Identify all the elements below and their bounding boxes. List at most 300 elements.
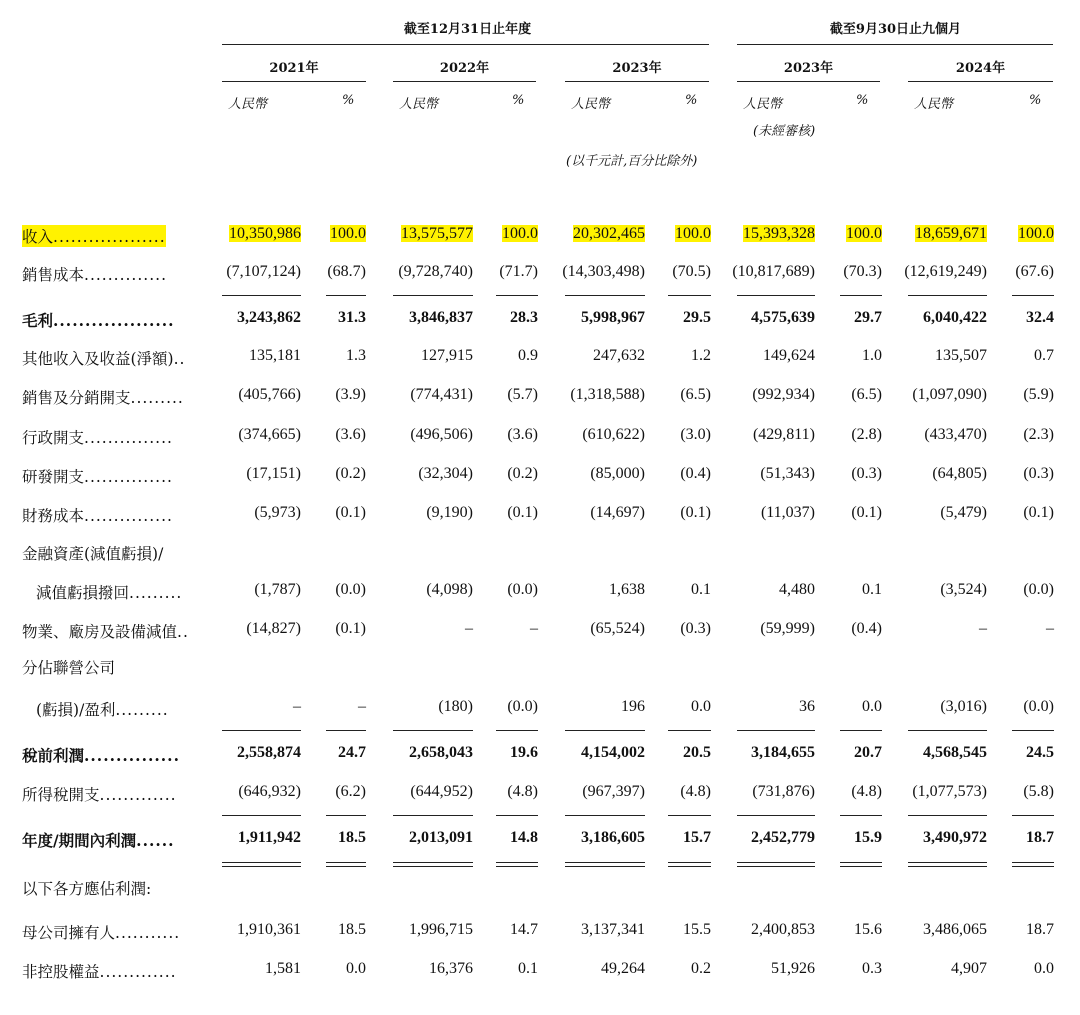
cell-value: (0.4)	[851, 620, 882, 637]
cell-value: (0.1)	[851, 504, 882, 521]
subtotal-rule	[393, 295, 473, 296]
cell-value: 4,907	[951, 960, 987, 977]
subtotal-rule	[737, 730, 815, 731]
subtotal-rule	[496, 730, 538, 731]
cell-value: 0.7	[1034, 347, 1054, 364]
cell-value: 28.3	[510, 309, 538, 326]
row-label	[22, 263, 167, 285]
group-rule	[737, 44, 1053, 45]
subtotal-rule	[565, 815, 645, 816]
cell-value: 0.3	[862, 960, 882, 977]
cell-value: 15.6	[854, 921, 882, 938]
total-double-rule	[840, 862, 882, 863]
currency-label: 人民幣	[571, 97, 611, 112]
cell-value: 18.5	[338, 829, 366, 846]
cell-value: (3.0)	[680, 426, 711, 443]
row-label-text: 銷售及分銷開支	[22, 389, 131, 407]
row-label	[22, 504, 173, 526]
percent-cell	[914, 263, 1054, 281]
cell-value: (0.1)	[1023, 504, 1054, 521]
cell-value: (68.7)	[327, 263, 366, 280]
cell-value: (3.9)	[335, 386, 366, 403]
row-label	[22, 783, 177, 805]
percent-cell	[914, 744, 1054, 762]
cell-value: (5,973)	[254, 504, 301, 521]
percent-cell	[914, 386, 1054, 404]
cell-value: 1,910,361	[237, 921, 301, 938]
cell-value: 4,154,002	[581, 744, 645, 761]
cell-value: (3,524)	[940, 581, 987, 598]
cell-value: (646,932)	[238, 783, 301, 800]
subtotal-rule	[668, 730, 711, 731]
cell-value: 3,184,655	[751, 744, 815, 761]
percent-cell	[914, 347, 1054, 365]
currency-label: 人民幣	[743, 97, 783, 112]
percent-cell	[914, 921, 1054, 939]
cell-value: 0.1	[518, 960, 538, 977]
total-double-rule	[222, 866, 301, 867]
percent-label: %	[342, 93, 355, 108]
subtotal-rule	[222, 815, 301, 816]
total-double-rule	[326, 862, 366, 863]
cell-value: 0.0	[862, 698, 882, 715]
cell-value: 0.9	[518, 347, 538, 364]
cell-value: 51,926	[771, 960, 815, 977]
percent-label: %	[1029, 93, 1042, 108]
cell-value: 18.7	[1026, 921, 1054, 938]
percent-cell	[914, 960, 1054, 978]
cell-value: 20,302,465	[573, 225, 645, 242]
cell-value: (32,304)	[418, 465, 473, 482]
cell-value: (433,470)	[924, 426, 987, 443]
total-double-rule	[326, 866, 366, 867]
year-header: 2023年	[783, 61, 834, 76]
cell-value: (967,397)	[582, 783, 645, 800]
year-header: 2024年	[955, 61, 1006, 76]
year-rule	[393, 81, 536, 82]
row-label-leader: ..............	[84, 266, 167, 284]
cell-value: 4,568,545	[923, 744, 987, 761]
cell-value: (51,343)	[760, 465, 815, 482]
cell-value: 2,558,874	[237, 744, 301, 761]
cell-value: (0.2)	[507, 465, 538, 482]
percent-label: %	[685, 93, 698, 108]
cell-value: (85,000)	[590, 465, 645, 482]
cell-value: –	[293, 698, 301, 715]
row-label-text: 物業、廠房及設備減值	[22, 623, 178, 641]
subtotal-rule	[326, 730, 366, 731]
row-label	[22, 542, 163, 564]
subtotal-rule	[908, 295, 987, 296]
percent-cell	[914, 426, 1054, 444]
cell-value: 29.7	[854, 309, 882, 326]
group-header-full-year: 截至12月31日止年度	[403, 22, 532, 37]
cell-value: 100.0	[502, 225, 538, 242]
percent-cell	[914, 309, 1054, 327]
cell-value: (14,697)	[590, 504, 645, 521]
percent-cell	[914, 581, 1054, 599]
currency-label: 人民幣	[914, 97, 954, 112]
row-label-text: 銷售成本	[22, 266, 85, 284]
row-label	[22, 829, 175, 851]
cell-value: 14.8	[510, 829, 538, 846]
subtotal-rule	[840, 815, 882, 816]
row-label	[22, 744, 180, 766]
cell-value: (71.7)	[499, 263, 538, 280]
cell-value: (3,016)	[940, 698, 987, 715]
total-double-rule	[496, 866, 538, 867]
cell-value: (6.5)	[680, 386, 711, 403]
cell-value: (70.5)	[672, 263, 711, 280]
subtotal-rule	[1012, 815, 1054, 816]
cell-value: 3,846,837	[409, 309, 473, 326]
total-double-rule	[737, 862, 815, 863]
cell-value: (9,190)	[426, 504, 473, 521]
cell-value: 4,575,639	[751, 309, 815, 326]
year-rule	[565, 81, 709, 82]
cell-value: (374,665)	[238, 426, 301, 443]
cell-value: 16,376	[429, 960, 473, 977]
cell-value: 10,350,986	[229, 225, 301, 242]
cell-value: (0.2)	[335, 465, 366, 482]
cell-value: 24.5	[1026, 744, 1054, 761]
cell-value: 2,658,043	[409, 744, 473, 761]
cell-value: 14.7	[510, 921, 538, 938]
cell-value: (17,151)	[246, 465, 301, 482]
subtotal-rule	[668, 295, 711, 296]
cell-value: 29.5	[683, 309, 711, 326]
currency-label: 人民幣	[228, 97, 268, 112]
row-label-leader: ......	[136, 831, 175, 850]
cell-value: 15,393,328	[743, 225, 815, 242]
cell-value: (1,077,573)	[912, 783, 987, 800]
cell-value: (0.1)	[335, 504, 366, 521]
row-label-leader: ..	[177, 623, 189, 641]
cell-value: –	[530, 620, 538, 637]
cell-value: 1,996,715	[409, 921, 473, 938]
cell-value: (3.6)	[335, 426, 366, 443]
cell-value: 3,486,065	[923, 921, 987, 938]
cell-value: (3.6)	[507, 426, 538, 443]
cell-value: 3,243,862	[237, 309, 301, 326]
cell-value: (0.4)	[680, 465, 711, 482]
row-label	[22, 309, 175, 331]
row-label	[22, 877, 151, 899]
cell-value: 0.2	[691, 960, 711, 977]
cell-value: (5.7)	[507, 386, 538, 403]
row-label-leader: .........	[129, 584, 183, 602]
cell-value: 3,490,972	[923, 829, 987, 846]
cell-value: (64,805)	[932, 465, 987, 482]
cell-value: 100.0	[846, 225, 882, 242]
row-label	[22, 225, 166, 247]
year-header: 2023年	[612, 61, 662, 76]
row-label-text: 其他收入及收益(淨額)	[22, 350, 174, 368]
cell-value: 24.7	[338, 744, 366, 761]
cell-value: –	[1046, 620, 1054, 637]
cell-value: (0.3)	[1023, 465, 1054, 482]
cell-value: 0.0	[691, 698, 711, 715]
cell-value: –	[465, 620, 473, 637]
subtotal-rule	[565, 295, 645, 296]
cell-value: (5.8)	[1023, 783, 1054, 800]
cell-value: 135,507	[935, 347, 987, 364]
subtotal-rule	[737, 295, 815, 296]
cell-value: (7,107,124)	[226, 263, 301, 280]
cell-value: (0.0)	[1023, 581, 1054, 598]
cell-value: (10,817,689)	[732, 263, 815, 280]
percent-cell	[914, 225, 1054, 243]
cell-value: (1,787)	[254, 581, 301, 598]
group-header-nine-months: 截至9月30日止九個月	[829, 22, 962, 37]
cell-value: (11,037)	[760, 504, 815, 521]
row-label-text: 年度/期間內利潤	[22, 831, 137, 850]
row-label-leader: .............	[99, 963, 177, 981]
cell-value: (14,303,498)	[562, 263, 645, 280]
cell-value: 6,040,422	[923, 309, 987, 326]
total-double-rule	[393, 862, 473, 863]
cell-value: (731,876)	[752, 783, 815, 800]
row-label-text: 以下各方應佔利潤:	[22, 880, 152, 898]
subtotal-rule	[393, 730, 473, 731]
cell-value: (5.9)	[1023, 386, 1054, 403]
row-label-text: 金融資產(減值虧損)/	[22, 545, 164, 563]
cell-value: (0.3)	[851, 465, 882, 482]
row-label-text: 減值虧損撥回	[36, 584, 130, 602]
cell-value: 0.1	[691, 581, 711, 598]
cell-value: 2,452,779	[751, 829, 815, 846]
cell-value: (65,524)	[590, 620, 645, 637]
cell-value: –	[979, 620, 987, 637]
percent-cell	[914, 698, 1054, 716]
percent-cell	[914, 829, 1054, 847]
subtotal-rule	[908, 730, 987, 731]
year-header: 2022年	[439, 61, 490, 76]
total-double-rule	[222, 862, 301, 863]
row-label-leader: ...............	[84, 507, 173, 525]
cell-value: 1.0	[862, 347, 882, 364]
currency-label: 人民幣	[399, 97, 439, 112]
cell-value: (5,479)	[940, 504, 987, 521]
cell-value: 15.5	[683, 921, 711, 938]
row-label	[22, 921, 180, 943]
cell-value: (6.5)	[851, 386, 882, 403]
subtotal-rule	[840, 295, 882, 296]
cell-value: –	[358, 698, 366, 715]
row-label-leader: ..	[173, 350, 186, 368]
cell-value: 20.5	[683, 744, 711, 761]
cell-value: (9,728,740)	[398, 263, 473, 280]
total-double-rule	[565, 862, 645, 863]
subtotal-rule	[1012, 730, 1054, 731]
row-label-leader: ...........	[115, 924, 181, 942]
cell-value: 4,480	[779, 581, 815, 598]
cell-value: (0.0)	[335, 581, 366, 598]
row-label-text: 毛利	[22, 311, 54, 330]
year-header: 2021年	[269, 61, 319, 76]
cell-value: 20.7	[854, 744, 882, 761]
cell-value: 0.0	[1034, 960, 1054, 977]
cell-value: 196	[621, 698, 645, 715]
cell-value: 135,181	[249, 347, 301, 364]
cell-value: 1.3	[346, 347, 366, 364]
cell-value: 13,575,577	[401, 225, 473, 242]
subtotal-rule	[565, 730, 645, 731]
total-double-rule	[1012, 862, 1054, 863]
cell-value: 2,400,853	[751, 921, 815, 938]
row-label-leader: ...............	[84, 746, 180, 765]
cell-value: (12,619,249)	[904, 263, 987, 280]
cell-value: (644,952)	[410, 783, 473, 800]
cell-value: 49,264	[601, 960, 645, 977]
cell-value: (0.0)	[1023, 698, 1054, 715]
subtotal-rule	[908, 815, 987, 816]
cell-value: (0.1)	[335, 620, 366, 637]
cell-value: 32.4	[1026, 309, 1054, 326]
cell-value: (0.3)	[680, 620, 711, 637]
cell-value: 100.0	[1018, 225, 1054, 242]
row-label-text: 行政開支	[22, 429, 85, 447]
cell-value: 1,638	[609, 581, 645, 598]
row-label-text: 研發開支	[22, 468, 85, 486]
total-double-rule	[496, 862, 538, 863]
unaudited-note: (未經審核)	[753, 124, 816, 139]
subtotal-rule	[326, 295, 366, 296]
cell-value: 247,632	[593, 347, 645, 364]
year-rule	[737, 81, 880, 82]
year-rule	[222, 81, 366, 82]
cell-value: 100.0	[330, 225, 366, 242]
total-double-rule	[393, 866, 473, 867]
cell-value: (6.2)	[335, 783, 366, 800]
row-label	[22, 386, 184, 408]
row-label-text: 稅前利潤	[22, 746, 85, 765]
row-label-leader: ...............	[84, 429, 173, 447]
subtotal-rule	[222, 295, 301, 296]
cell-value: (0.0)	[507, 698, 538, 715]
cell-value: 2,013,091	[409, 829, 473, 846]
cell-value: 0.1	[862, 581, 882, 598]
cell-value: (4,098)	[426, 581, 473, 598]
total-double-rule	[908, 862, 987, 863]
cell-value: (67.6)	[1015, 263, 1054, 280]
percent-cell	[914, 783, 1054, 801]
percent-label: %	[856, 93, 869, 108]
total-double-rule	[737, 866, 815, 867]
subtotal-rule	[222, 730, 301, 731]
subtotal-rule	[326, 815, 366, 816]
cell-value: 31.3	[338, 309, 366, 326]
row-label	[22, 960, 177, 982]
year-rule	[908, 81, 1053, 82]
cell-value: (4.8)	[680, 783, 711, 800]
cell-value: 3,137,341	[581, 921, 645, 938]
row-label-leader: .........	[130, 389, 184, 407]
row-label	[22, 465, 173, 487]
cell-value: (0.1)	[507, 504, 538, 521]
cell-value: (0.0)	[507, 581, 538, 598]
cell-value: 18.5	[338, 921, 366, 938]
cell-value: 19.6	[510, 744, 538, 761]
cell-value: 1,911,942	[237, 829, 301, 846]
cell-value: 1,581	[265, 960, 301, 977]
cell-value: 5,998,967	[581, 309, 645, 326]
subtotal-rule	[737, 815, 815, 816]
cell-value: (59,999)	[760, 620, 815, 637]
cell-value: 15.7	[683, 829, 711, 846]
cell-value: (70.3)	[843, 263, 882, 280]
percent-cell	[914, 620, 1054, 638]
row-label-text: 分佔聯營公司	[22, 659, 116, 677]
total-double-rule	[1012, 866, 1054, 867]
cell-value: (405,766)	[238, 386, 301, 403]
row-label-leader: ...................	[53, 311, 175, 330]
cell-value: (429,811)	[752, 426, 815, 443]
total-double-rule	[908, 866, 987, 867]
cell-value: (496,506)	[410, 426, 473, 443]
cell-value: (774,431)	[410, 386, 473, 403]
cell-value: (14,827)	[246, 620, 301, 637]
total-double-rule	[668, 866, 711, 867]
row-label-leader: ...............	[84, 468, 173, 486]
row-label-text: 母公司擁有人	[22, 924, 116, 942]
cell-value: (0.1)	[680, 504, 711, 521]
cell-value: (4.8)	[507, 783, 538, 800]
subtotal-rule	[1012, 295, 1054, 296]
total-double-rule	[840, 866, 882, 867]
cell-value: (1,318,588)	[570, 386, 645, 403]
subtotal-rule	[496, 815, 538, 816]
cell-value: (2.3)	[1023, 426, 1054, 443]
cell-value: 149,624	[763, 347, 815, 364]
cell-value: 36	[799, 698, 815, 715]
subtotal-rule	[496, 295, 538, 296]
row-label-leader: .........	[115, 701, 169, 719]
cell-value: 1.2	[691, 347, 711, 364]
cell-value: 3,186,605	[581, 829, 645, 846]
cell-value: 0.0	[346, 960, 366, 977]
row-label	[36, 698, 169, 720]
percent-cell	[914, 465, 1054, 483]
cell-value: 100.0	[675, 225, 711, 242]
cell-value: 18.7	[1026, 829, 1054, 846]
total-double-rule	[668, 862, 711, 863]
cell-value: 18,659,671	[915, 225, 987, 242]
row-label-leader: .............	[99, 786, 177, 804]
row-label-text: 所得稅開支	[22, 786, 100, 804]
cell-value: (2.8)	[851, 426, 882, 443]
cell-value: 127,915	[421, 347, 473, 364]
row-label-text: 財務成本	[22, 507, 85, 525]
cell-value: (992,934)	[752, 386, 815, 403]
row-label-leader: ...................	[53, 228, 166, 246]
total-double-rule	[565, 866, 645, 867]
cell-value: (180)	[438, 698, 473, 715]
unit-note: (以千元計,百分比除外)	[566, 154, 698, 169]
row-label-text: 收入	[22, 228, 54, 246]
subtotal-rule	[668, 815, 711, 816]
row-label	[22, 426, 173, 448]
subtotal-rule	[840, 730, 882, 731]
row-label	[22, 656, 115, 678]
cell-value: 15.9	[854, 829, 882, 846]
cell-value: (610,622)	[582, 426, 645, 443]
cell-value: (1,097,090)	[912, 386, 987, 403]
cell-value: (4.8)	[851, 783, 882, 800]
subtotal-rule	[393, 815, 473, 816]
percent-label: %	[512, 93, 525, 108]
row-label-text: (虧損)/盈利	[36, 701, 116, 719]
